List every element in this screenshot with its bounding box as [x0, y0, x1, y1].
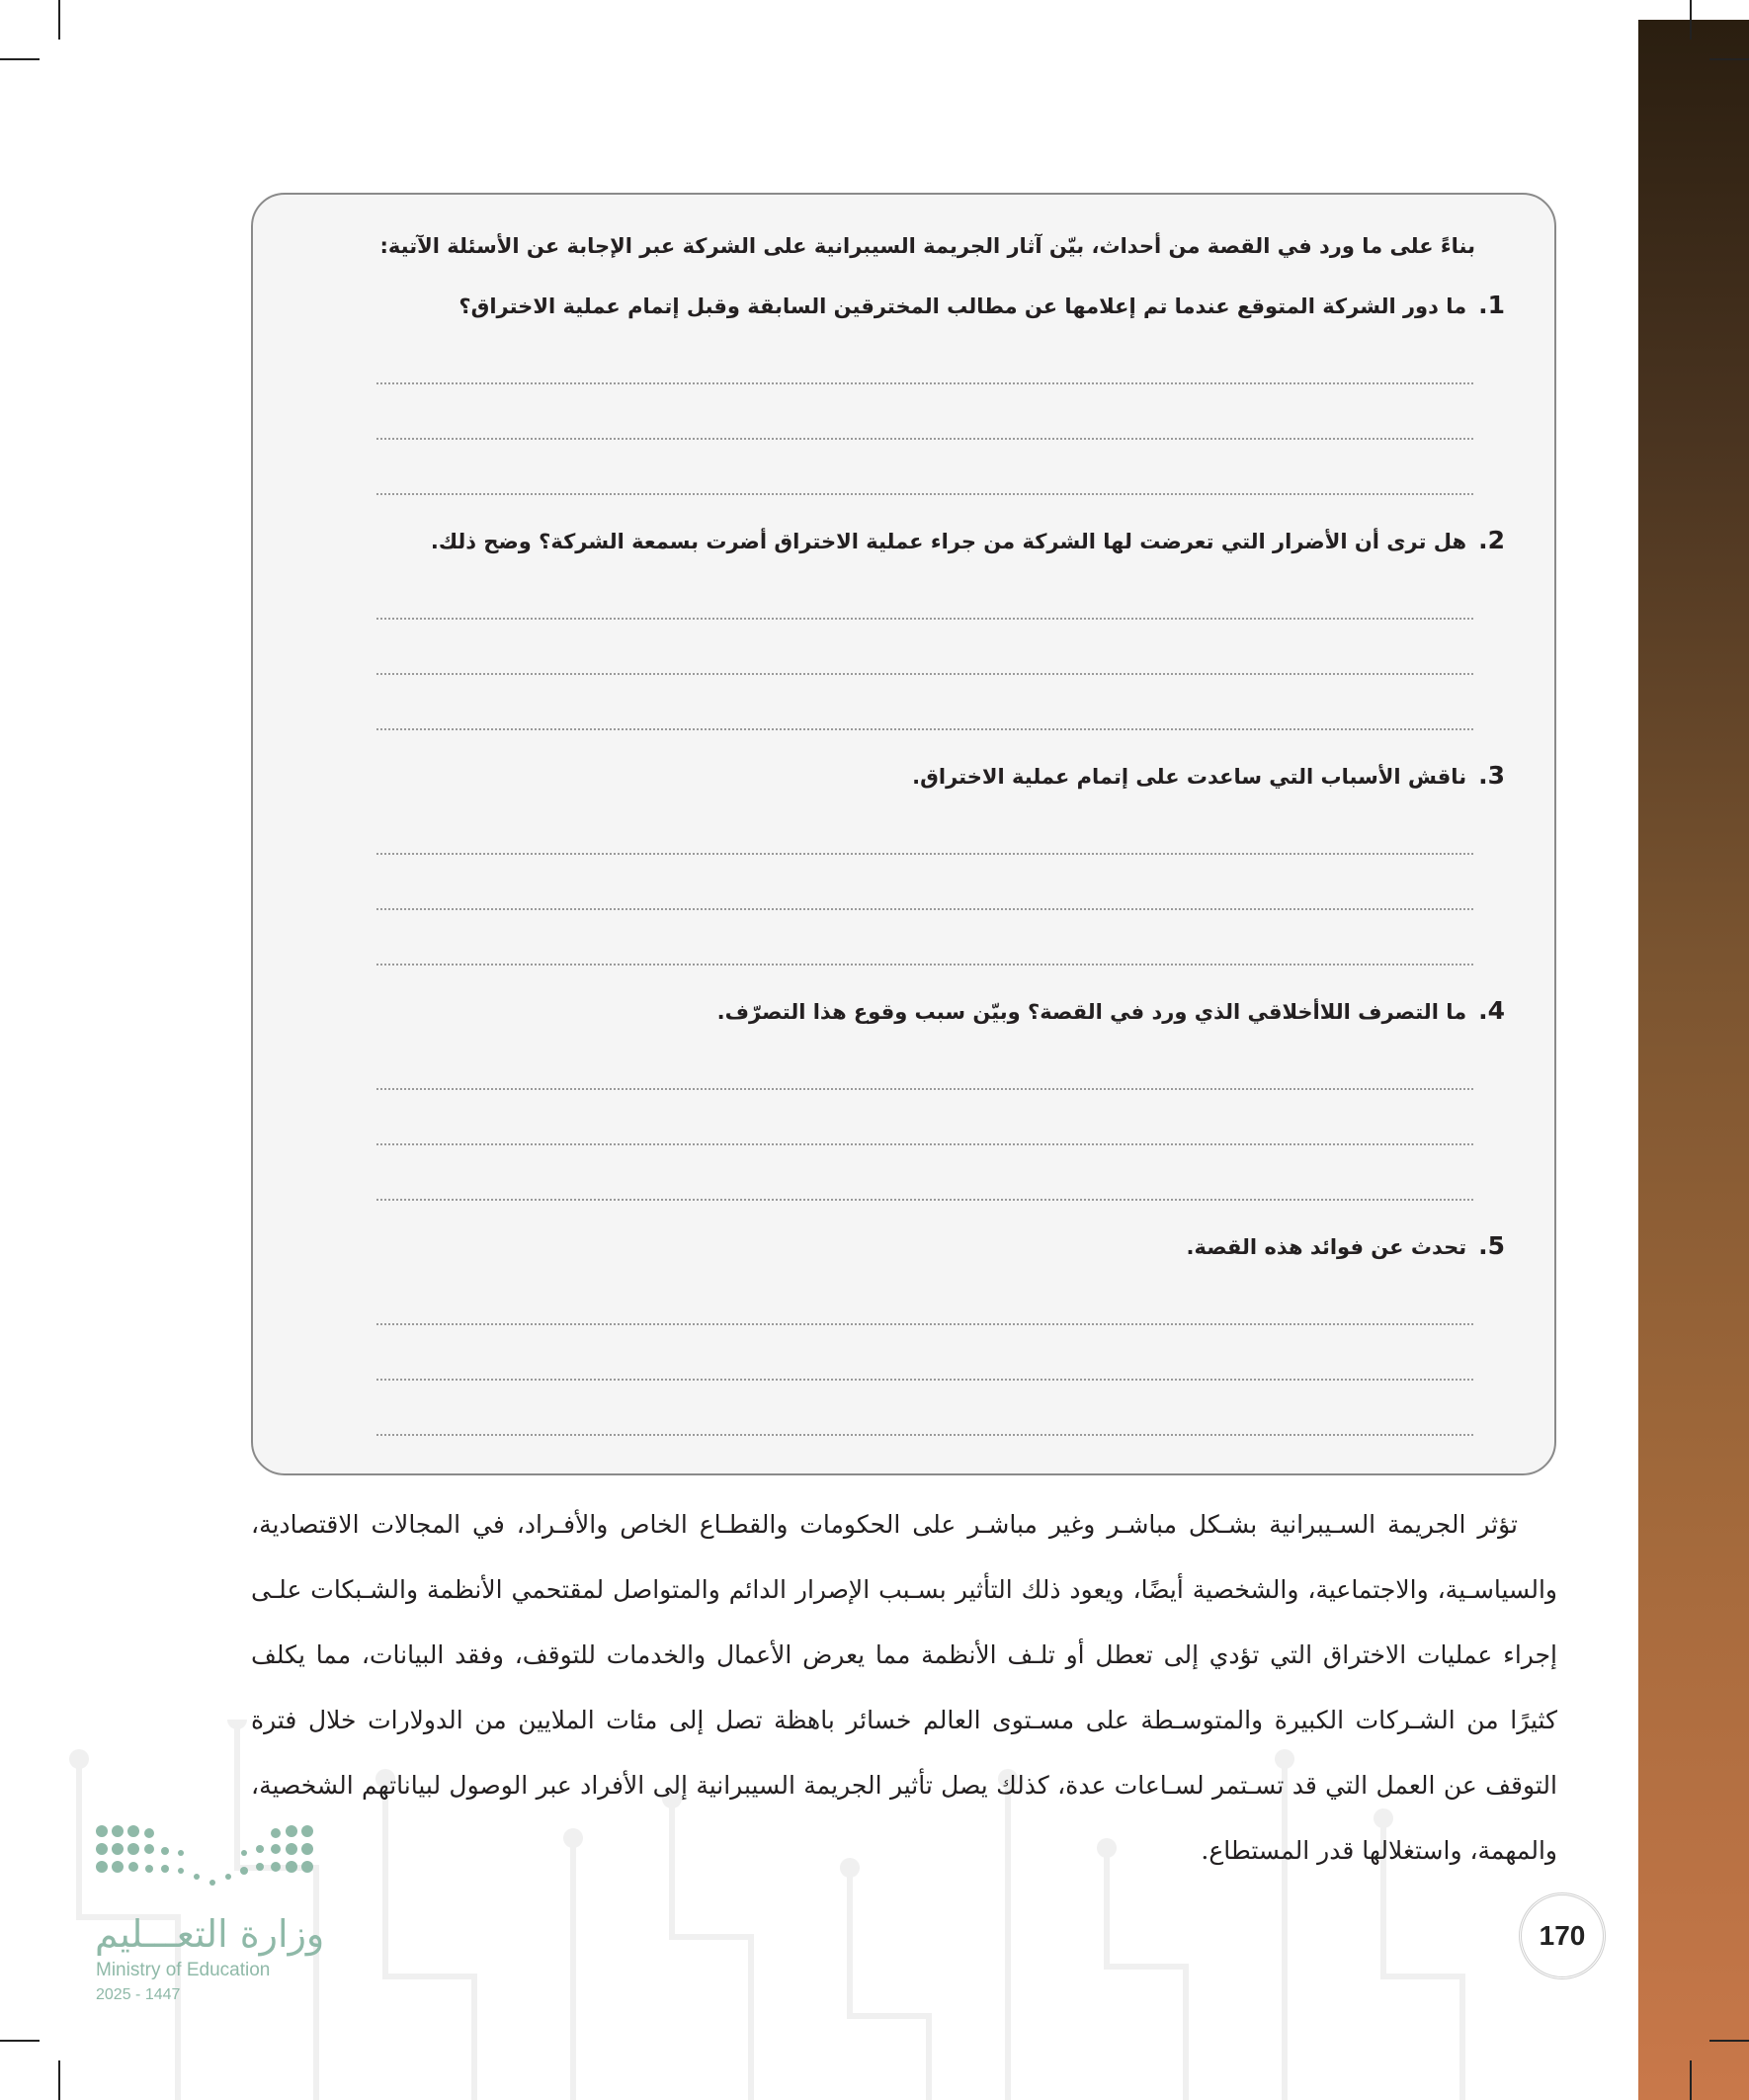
answer-line[interactable] — [376, 1323, 1473, 1325]
activity-box — [251, 193, 1556, 1475]
question-text: ما التصرف اللاأخلاقي الذي ورد في القصة؟ وبيّن سبب وقوع هذا التصرّف. — [716, 1000, 1467, 1024]
question-1 — [319, 291, 1505, 319]
question-number: 4. — [1478, 996, 1505, 1025]
question-number: 3. — [1478, 761, 1505, 790]
answer-line[interactable] — [376, 1088, 1473, 1090]
answer-line[interactable] — [376, 728, 1473, 730]
ministry-year: 2025 - 1447 — [96, 1986, 181, 2003]
body-paragraph — [251, 1492, 1557, 1884]
answer-line[interactable] — [376, 1143, 1473, 1145]
answer-line[interactable] — [376, 853, 1473, 855]
question-5 — [319, 1231, 1505, 1260]
ministry-name-english: Ministry of Education — [96, 1960, 271, 1980]
answer-line[interactable] — [376, 673, 1473, 675]
answer-line[interactable] — [376, 438, 1473, 440]
question-4 — [319, 996, 1505, 1025]
answer-line[interactable] — [376, 1199, 1473, 1201]
question-text: ما دور الشركة المتوقع عندما تم إعلامها عن مطالب المخترقين السابقة وقبل إتمام عملية الاختراق؟ — [458, 294, 1467, 318]
question-text: تحدث عن فوائد هذه القصة. — [1186, 1235, 1467, 1259]
question-number: 1. — [1478, 291, 1505, 319]
answer-line[interactable] — [376, 382, 1473, 384]
crop-mark — [1709, 58, 1749, 60]
question-number: 2. — [1478, 526, 1505, 554]
crop-mark — [58, 0, 60, 40]
activity-intro: بناءً على ما ورد في القصة من أحداث، بيّن آثار الجريمة السيبرانية على الشركة عبر الإجابة عن الأسئلة الآتية: — [379, 234, 1475, 258]
answer-line[interactable] — [376, 964, 1473, 966]
crop-mark — [1690, 0, 1692, 40]
answer-line[interactable] — [376, 493, 1473, 495]
ministry-name-arabic: وزارة التعـــليم — [95, 1912, 325, 1956]
question-number: 5. — [1478, 1231, 1505, 1260]
answer-line[interactable] — [376, 908, 1473, 910]
side-color-strip — [1638, 20, 1749, 2100]
page-number-badge — [1519, 1892, 1606, 1979]
answer-line[interactable] — [376, 618, 1473, 620]
page-number: 170 — [1539, 1920, 1586, 1951]
question-3 — [319, 761, 1505, 790]
answer-line[interactable] — [376, 1434, 1473, 1436]
crop-mark — [0, 2040, 40, 2042]
answer-line[interactable] — [376, 1379, 1473, 1381]
question-text: ناقش الأسباب التي ساعدت على إتمام عملية الاختراق. — [912, 765, 1467, 789]
question-text: هل ترى أن الأضرار التي تعرضت لها الشركة من جراء عملية الاختراق أضرت بسمعة الشركة؟ وضح ذلك. — [430, 530, 1467, 553]
crop-mark — [1690, 2060, 1692, 2100]
crop-mark — [0, 58, 40, 60]
crop-mark — [1709, 2040, 1749, 2042]
question-2 — [319, 526, 1505, 554]
ministry-logo-icon — [94, 1823, 321, 1892]
body-paragraph-text: تؤثر الجريمة السـيبرانية بشـكل مباشـر وغير مباشـر على الحكومات والقطـاع الخاص والأفـراد، في المجالات الاقتصادية، والسياسـية، والاجتماعية، والشخصية أيضًا، ويعود ذلك التأثير بسـبب الإصرار الدائم والمتواصل لمقتحمي الأنظمة والشـبكات علـى إجراء عمليات الاختراق التي تؤدي إلى تعطل أو تلـف الأنظمة مما يعرض الأعمال والخدمات للتوقف، وفقد البيانات، مما يكلف كثيرًا من الشـركات الكبيرة والمتوسـطة على مسـتوى العالم خسائر باهظة تصل إلى مئات الملايين من الدولارات خلال فترة التوقف عن العمل التي قد تسـتمر لسـاعات عدة، كذلك يصل تأثير الجريمة السيبرانية إلى الأفراد عبر الوصول لبياناتهم الشخصية، والمهمة، واستغلالها قدر المستطاع. — [251, 1510, 1557, 1865]
